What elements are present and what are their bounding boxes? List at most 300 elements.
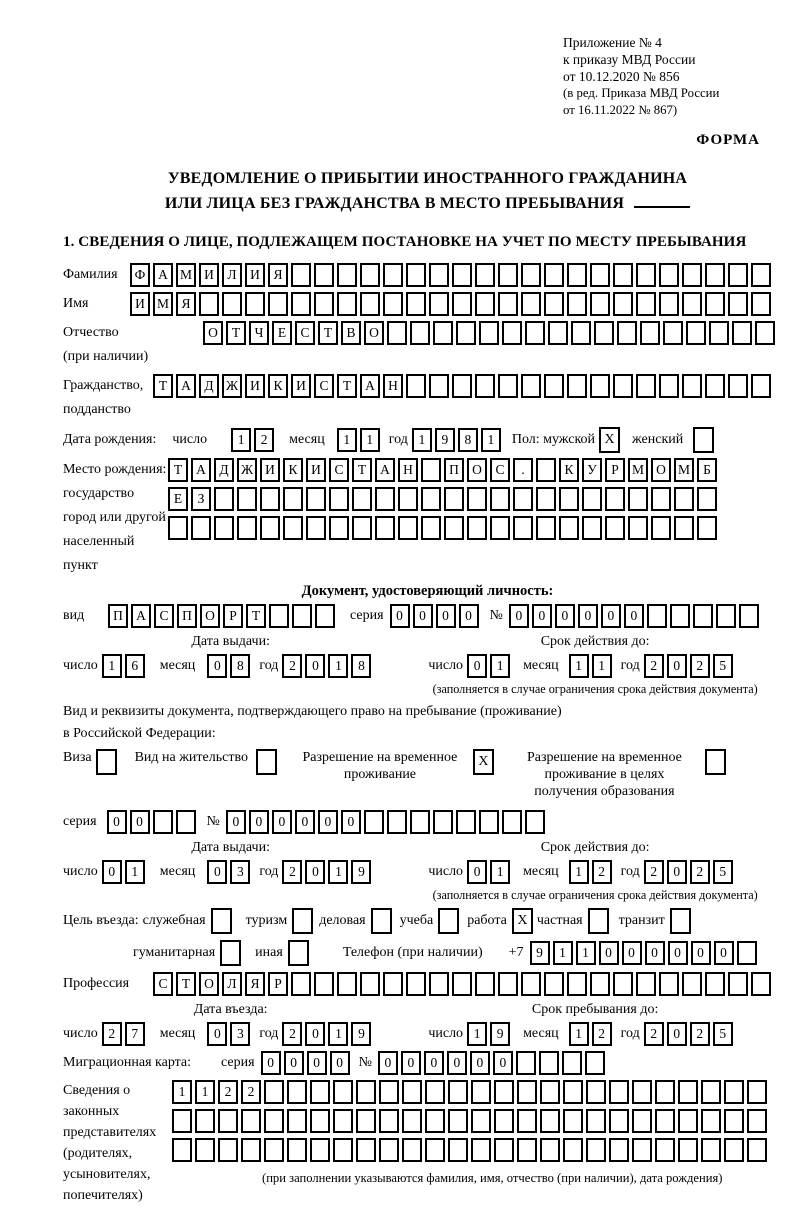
char-cell[interactable]: С <box>329 458 349 482</box>
char-cell[interactable]: И <box>306 458 326 482</box>
char-cell[interactable]: 9 <box>490 1022 510 1046</box>
char-cell[interactable]: 2 <box>282 1022 302 1046</box>
char-cell[interactable]: 2 <box>254 428 274 452</box>
char-cell[interactable] <box>452 972 472 996</box>
char-cell[interactable] <box>544 972 564 996</box>
title-blank-underline[interactable] <box>634 194 690 208</box>
char-cell[interactable] <box>502 321 522 345</box>
char-cell[interactable] <box>521 292 541 316</box>
char-cell[interactable] <box>352 487 372 511</box>
char-cell[interactable] <box>544 292 564 316</box>
char-cell[interactable]: 9 <box>435 428 455 452</box>
char-cell[interactable]: 1 <box>337 428 357 452</box>
char-cell[interactable] <box>245 292 265 316</box>
char-cell[interactable] <box>264 1109 284 1133</box>
char-cell[interactable]: С <box>490 458 510 482</box>
char-cell[interactable]: А <box>176 374 196 398</box>
char-cell[interactable] <box>287 1109 307 1133</box>
char-cell[interactable]: П <box>177 604 197 628</box>
char-cell[interactable]: 6 <box>125 654 145 678</box>
char-cell[interactable]: 0 <box>272 810 292 834</box>
char-cell[interactable]: И <box>245 263 265 287</box>
char-cell[interactable]: И <box>130 292 150 316</box>
char-cell[interactable] <box>590 374 610 398</box>
char-cell[interactable] <box>678 1138 698 1162</box>
char-cell[interactable]: С <box>295 321 315 345</box>
char-cell[interactable]: Т <box>246 604 266 628</box>
char-cell[interactable] <box>306 487 326 511</box>
char-cell[interactable] <box>287 1138 307 1162</box>
char-cell[interactable]: Я <box>268 263 288 287</box>
char-cell[interactable]: 0 <box>307 1051 327 1075</box>
char-cell[interactable]: 0 <box>467 654 487 678</box>
char-cell[interactable] <box>379 1080 399 1104</box>
char-cell[interactable] <box>697 516 717 540</box>
char-cell[interactable] <box>176 810 196 834</box>
purpose-opt-3-checkbox[interactable] <box>438 908 459 934</box>
char-cell[interactable] <box>337 292 357 316</box>
char-cell[interactable] <box>315 604 335 628</box>
char-cell[interactable]: 1 <box>553 941 573 965</box>
char-cell[interactable]: 0 <box>691 941 711 965</box>
char-cell[interactable] <box>582 516 602 540</box>
char-cell[interactable]: 2 <box>690 1022 710 1046</box>
char-cell[interactable] <box>195 1109 215 1133</box>
char-cell[interactable]: А <box>375 458 395 482</box>
char-cell[interactable]: З <box>191 487 211 511</box>
char-cell[interactable] <box>682 263 702 287</box>
char-cell[interactable] <box>709 321 729 345</box>
char-cell[interactable] <box>701 1080 721 1104</box>
char-cell[interactable] <box>410 810 430 834</box>
char-cell[interactable] <box>490 516 510 540</box>
char-cell[interactable]: Я <box>245 972 265 996</box>
char-cell[interactable]: 1 <box>328 860 348 884</box>
char-cell[interactable]: М <box>176 263 196 287</box>
char-cell[interactable] <box>375 516 395 540</box>
char-cell[interactable]: 0 <box>401 1051 421 1075</box>
char-cell[interactable]: Ф <box>130 263 150 287</box>
char-cell[interactable]: . <box>513 458 533 482</box>
char-cell[interactable] <box>310 1138 330 1162</box>
char-cell[interactable] <box>498 263 518 287</box>
char-cell[interactable] <box>406 292 426 316</box>
char-cell[interactable] <box>314 292 334 316</box>
char-cell[interactable] <box>314 263 334 287</box>
char-cell[interactable]: 1 <box>195 1080 215 1104</box>
char-cell[interactable] <box>310 1109 330 1133</box>
char-cell[interactable]: И <box>260 458 280 482</box>
char-cell[interactable] <box>628 487 648 511</box>
char-cell[interactable] <box>310 1080 330 1104</box>
char-cell[interactable]: Т <box>337 374 357 398</box>
char-cell[interactable] <box>475 292 495 316</box>
char-cell[interactable] <box>433 810 453 834</box>
char-cell[interactable] <box>539 1051 559 1075</box>
char-cell[interactable] <box>168 516 188 540</box>
char-cell[interactable] <box>452 374 472 398</box>
char-cell[interactable] <box>567 374 587 398</box>
char-cell[interactable] <box>659 292 679 316</box>
char-cell[interactable] <box>218 1109 238 1133</box>
char-cell[interactable]: Н <box>398 458 418 482</box>
char-cell[interactable] <box>636 263 656 287</box>
char-cell[interactable]: О <box>364 321 384 345</box>
char-cell[interactable] <box>613 374 633 398</box>
char-cell[interactable] <box>421 487 441 511</box>
char-cell[interactable]: 1 <box>467 1022 487 1046</box>
char-cell[interactable]: 0 <box>578 604 598 628</box>
char-cell[interactable]: 5 <box>713 654 733 678</box>
char-cell[interactable]: 1 <box>125 860 145 884</box>
char-cell[interactable]: А <box>191 458 211 482</box>
char-cell[interactable] <box>559 487 579 511</box>
purpose-opt-8-checkbox[interactable] <box>288 940 309 966</box>
char-cell[interactable] <box>755 321 775 345</box>
char-cell[interactable]: И <box>199 263 219 287</box>
char-cell[interactable] <box>670 604 690 628</box>
char-cell[interactable]: У <box>582 458 602 482</box>
char-cell[interactable] <box>716 604 736 628</box>
char-cell[interactable]: 0 <box>341 810 361 834</box>
char-cell[interactable] <box>705 292 725 316</box>
char-cell[interactable] <box>448 1080 468 1104</box>
char-cell[interactable] <box>686 321 706 345</box>
char-cell[interactable] <box>544 374 564 398</box>
char-cell[interactable] <box>586 1138 606 1162</box>
char-cell[interactable] <box>609 1138 629 1162</box>
char-cell[interactable]: С <box>153 972 173 996</box>
char-cell[interactable] <box>456 321 476 345</box>
char-cell[interactable]: О <box>467 458 487 482</box>
char-cell[interactable] <box>732 321 752 345</box>
char-cell[interactable] <box>191 516 211 540</box>
char-cell[interactable] <box>632 1109 652 1133</box>
char-cell[interactable]: 0 <box>467 860 487 884</box>
char-cell[interactable]: 0 <box>714 941 734 965</box>
char-cell[interactable]: Д <box>199 374 219 398</box>
char-cell[interactable] <box>329 516 349 540</box>
char-cell[interactable] <box>521 374 541 398</box>
char-cell[interactable]: 0 <box>424 1051 444 1075</box>
char-cell[interactable]: 0 <box>509 604 529 628</box>
char-cell[interactable] <box>590 263 610 287</box>
char-cell[interactable] <box>613 263 633 287</box>
char-cell[interactable] <box>605 516 625 540</box>
char-cell[interactable]: С <box>314 374 334 398</box>
char-cell[interactable] <box>705 972 725 996</box>
char-cell[interactable] <box>153 810 173 834</box>
char-cell[interactable]: 0 <box>102 860 122 884</box>
char-cell[interactable] <box>337 972 357 996</box>
char-cell[interactable] <box>360 263 380 287</box>
char-cell[interactable] <box>494 1109 514 1133</box>
char-cell[interactable] <box>609 1109 629 1133</box>
char-cell[interactable] <box>536 487 556 511</box>
char-cell[interactable]: 9 <box>351 860 371 884</box>
char-cell[interactable]: 0 <box>207 1022 227 1046</box>
char-cell[interactable]: И <box>245 374 265 398</box>
char-cell[interactable] <box>383 263 403 287</box>
char-cell[interactable]: 0 <box>624 604 644 628</box>
char-cell[interactable]: 0 <box>390 604 410 628</box>
char-cell[interactable] <box>659 972 679 996</box>
char-cell[interactable] <box>218 1138 238 1162</box>
char-cell[interactable] <box>398 516 418 540</box>
char-cell[interactable] <box>674 516 694 540</box>
char-cell[interactable] <box>402 1138 422 1162</box>
char-cell[interactable]: Д <box>214 458 234 482</box>
char-cell[interactable] <box>548 321 568 345</box>
char-cell[interactable] <box>705 374 725 398</box>
char-cell[interactable]: Р <box>223 604 243 628</box>
char-cell[interactable] <box>387 321 407 345</box>
char-cell[interactable] <box>387 810 407 834</box>
char-cell[interactable]: 0 <box>667 1022 687 1046</box>
char-cell[interactable]: 0 <box>459 604 479 628</box>
char-cell[interactable] <box>172 1109 192 1133</box>
char-cell[interactable] <box>747 1080 767 1104</box>
char-cell[interactable]: Т <box>168 458 188 482</box>
char-cell[interactable] <box>525 810 545 834</box>
char-cell[interactable] <box>517 1138 537 1162</box>
char-cell[interactable] <box>562 1051 582 1075</box>
char-cell[interactable] <box>425 1138 445 1162</box>
char-cell[interactable] <box>663 321 683 345</box>
char-cell[interactable] <box>544 263 564 287</box>
option-residence-permit-checkbox[interactable] <box>256 749 277 775</box>
char-cell[interactable] <box>467 516 487 540</box>
char-cell[interactable]: 0 <box>555 604 575 628</box>
char-cell[interactable] <box>517 1109 537 1133</box>
char-cell[interactable] <box>306 516 326 540</box>
char-cell[interactable] <box>214 487 234 511</box>
char-cell[interactable]: 1 <box>592 654 612 678</box>
char-cell[interactable]: 5 <box>713 860 733 884</box>
char-cell[interactable] <box>571 321 591 345</box>
char-cell[interactable]: 1 <box>576 941 596 965</box>
char-cell[interactable]: 1 <box>102 654 122 678</box>
char-cell[interactable] <box>747 1138 767 1162</box>
char-cell[interactable] <box>283 516 303 540</box>
char-cell[interactable] <box>751 263 771 287</box>
char-cell[interactable] <box>398 487 418 511</box>
char-cell[interactable] <box>540 1109 560 1133</box>
char-cell[interactable] <box>536 516 556 540</box>
char-cell[interactable] <box>269 604 289 628</box>
char-cell[interactable] <box>525 321 545 345</box>
char-cell[interactable] <box>425 1109 445 1133</box>
char-cell[interactable] <box>705 263 725 287</box>
char-cell[interactable] <box>613 972 633 996</box>
char-cell[interactable] <box>613 292 633 316</box>
char-cell[interactable]: П <box>108 604 128 628</box>
char-cell[interactable] <box>536 458 556 482</box>
char-cell[interactable] <box>494 1080 514 1104</box>
char-cell[interactable]: 0 <box>668 941 688 965</box>
char-cell[interactable] <box>724 1080 744 1104</box>
char-cell[interactable] <box>375 487 395 511</box>
char-cell[interactable] <box>636 292 656 316</box>
char-cell[interactable]: С <box>154 604 174 628</box>
char-cell[interactable] <box>264 1080 284 1104</box>
char-cell[interactable]: 3 <box>230 860 250 884</box>
char-cell[interactable]: О <box>199 972 219 996</box>
char-cell[interactable] <box>701 1138 721 1162</box>
char-cell[interactable] <box>498 292 518 316</box>
char-cell[interactable] <box>356 1138 376 1162</box>
char-cell[interactable] <box>563 1138 583 1162</box>
char-cell[interactable]: 0 <box>261 1051 281 1075</box>
sex-female-checkbox[interactable] <box>693 427 714 453</box>
char-cell[interactable]: 0 <box>107 810 127 834</box>
char-cell[interactable] <box>333 1080 353 1104</box>
char-cell[interactable] <box>628 516 648 540</box>
purpose-opt-4-checkbox[interactable]: X <box>512 908 533 934</box>
char-cell[interactable] <box>429 292 449 316</box>
purpose-opt-5-checkbox[interactable] <box>588 908 609 934</box>
purpose-opt-2-checkbox[interactable] <box>371 908 392 934</box>
char-cell[interactable] <box>651 487 671 511</box>
char-cell[interactable] <box>410 321 430 345</box>
char-cell[interactable]: 0 <box>645 941 665 965</box>
char-cell[interactable]: 0 <box>532 604 552 628</box>
char-cell[interactable] <box>498 972 518 996</box>
char-cell[interactable] <box>651 516 671 540</box>
char-cell[interactable] <box>383 972 403 996</box>
char-cell[interactable]: 9 <box>351 1022 371 1046</box>
char-cell[interactable] <box>433 321 453 345</box>
char-cell[interactable] <box>283 487 303 511</box>
char-cell[interactable] <box>674 487 694 511</box>
char-cell[interactable] <box>402 1109 422 1133</box>
char-cell[interactable]: Т <box>352 458 372 482</box>
char-cell[interactable]: А <box>131 604 151 628</box>
char-cell[interactable] <box>429 972 449 996</box>
char-cell[interactable] <box>728 972 748 996</box>
char-cell[interactable] <box>540 1138 560 1162</box>
char-cell[interactable] <box>490 487 510 511</box>
char-cell[interactable]: 2 <box>690 654 710 678</box>
char-cell[interactable]: П <box>444 458 464 482</box>
char-cell[interactable] <box>632 1080 652 1104</box>
char-cell[interactable] <box>739 604 759 628</box>
char-cell[interactable]: 0 <box>305 1022 325 1046</box>
char-cell[interactable] <box>333 1109 353 1133</box>
char-cell[interactable]: 0 <box>305 654 325 678</box>
sex-male-checkbox[interactable]: X <box>599 427 620 453</box>
char-cell[interactable]: 9 <box>530 941 550 965</box>
char-cell[interactable] <box>636 972 656 996</box>
char-cell[interactable]: 0 <box>318 810 338 834</box>
char-cell[interactable]: 1 <box>412 428 432 452</box>
char-cell[interactable]: 2 <box>241 1080 261 1104</box>
char-cell[interactable]: 1 <box>231 428 251 452</box>
char-cell[interactable]: 0 <box>622 941 642 965</box>
char-cell[interactable]: 0 <box>436 604 456 628</box>
char-cell[interactable] <box>421 458 441 482</box>
char-cell[interactable] <box>632 1138 652 1162</box>
char-cell[interactable] <box>360 292 380 316</box>
char-cell[interactable]: К <box>283 458 303 482</box>
char-cell[interactable]: 0 <box>667 654 687 678</box>
char-cell[interactable]: К <box>559 458 579 482</box>
char-cell[interactable] <box>260 516 280 540</box>
char-cell[interactable] <box>678 1109 698 1133</box>
char-cell[interactable]: Л <box>222 972 242 996</box>
char-cell[interactable]: 8 <box>351 654 371 678</box>
char-cell[interactable] <box>682 374 702 398</box>
char-cell[interactable]: 8 <box>458 428 478 452</box>
char-cell[interactable]: 1 <box>328 1022 348 1046</box>
char-cell[interactable]: 2 <box>282 860 302 884</box>
char-cell[interactable] <box>222 292 242 316</box>
char-cell[interactable] <box>291 292 311 316</box>
char-cell[interactable] <box>516 1051 536 1075</box>
char-cell[interactable]: О <box>651 458 671 482</box>
char-cell[interactable]: 1 <box>569 654 589 678</box>
char-cell[interactable]: 7 <box>125 1022 145 1046</box>
char-cell[interactable]: 0 <box>207 654 227 678</box>
char-cell[interactable]: 0 <box>413 604 433 628</box>
char-cell[interactable] <box>582 487 602 511</box>
char-cell[interactable]: Е <box>272 321 292 345</box>
char-cell[interactable]: 0 <box>493 1051 513 1075</box>
char-cell[interactable]: Ч <box>249 321 269 345</box>
char-cell[interactable] <box>444 487 464 511</box>
char-cell[interactable] <box>264 1138 284 1162</box>
char-cell[interactable] <box>567 292 587 316</box>
char-cell[interactable] <box>444 516 464 540</box>
char-cell[interactable] <box>406 263 426 287</box>
char-cell[interactable] <box>291 263 311 287</box>
char-cell[interactable] <box>567 972 587 996</box>
char-cell[interactable]: 2 <box>282 654 302 678</box>
char-cell[interactable] <box>586 1080 606 1104</box>
char-cell[interactable]: О <box>203 321 223 345</box>
char-cell[interactable]: 1 <box>569 860 589 884</box>
char-cell[interactable] <box>456 810 476 834</box>
char-cell[interactable] <box>379 1138 399 1162</box>
char-cell[interactable] <box>241 1109 261 1133</box>
char-cell[interactable]: О <box>200 604 220 628</box>
char-cell[interactable]: 1 <box>360 428 380 452</box>
char-cell[interactable] <box>268 292 288 316</box>
char-cell[interactable]: 0 <box>601 604 621 628</box>
char-cell[interactable] <box>429 374 449 398</box>
char-cell[interactable] <box>513 516 533 540</box>
char-cell[interactable] <box>559 516 579 540</box>
char-cell[interactable] <box>448 1109 468 1133</box>
char-cell[interactable] <box>364 810 384 834</box>
char-cell[interactable]: 0 <box>378 1051 398 1075</box>
char-cell[interactable]: Н <box>383 374 403 398</box>
char-cell[interactable]: 1 <box>328 654 348 678</box>
char-cell[interactable] <box>586 1109 606 1133</box>
char-cell[interactable] <box>356 1109 376 1133</box>
char-cell[interactable] <box>475 972 495 996</box>
char-cell[interactable]: А <box>360 374 380 398</box>
char-cell[interactable] <box>728 292 748 316</box>
char-cell[interactable] <box>406 972 426 996</box>
char-cell[interactable] <box>655 1138 675 1162</box>
char-cell[interactable]: 8 <box>230 654 250 678</box>
char-cell[interactable] <box>172 1138 192 1162</box>
char-cell[interactable] <box>471 1138 491 1162</box>
purpose-opt-1-checkbox[interactable] <box>292 908 313 934</box>
char-cell[interactable]: 0 <box>305 860 325 884</box>
char-cell[interactable] <box>402 1080 422 1104</box>
